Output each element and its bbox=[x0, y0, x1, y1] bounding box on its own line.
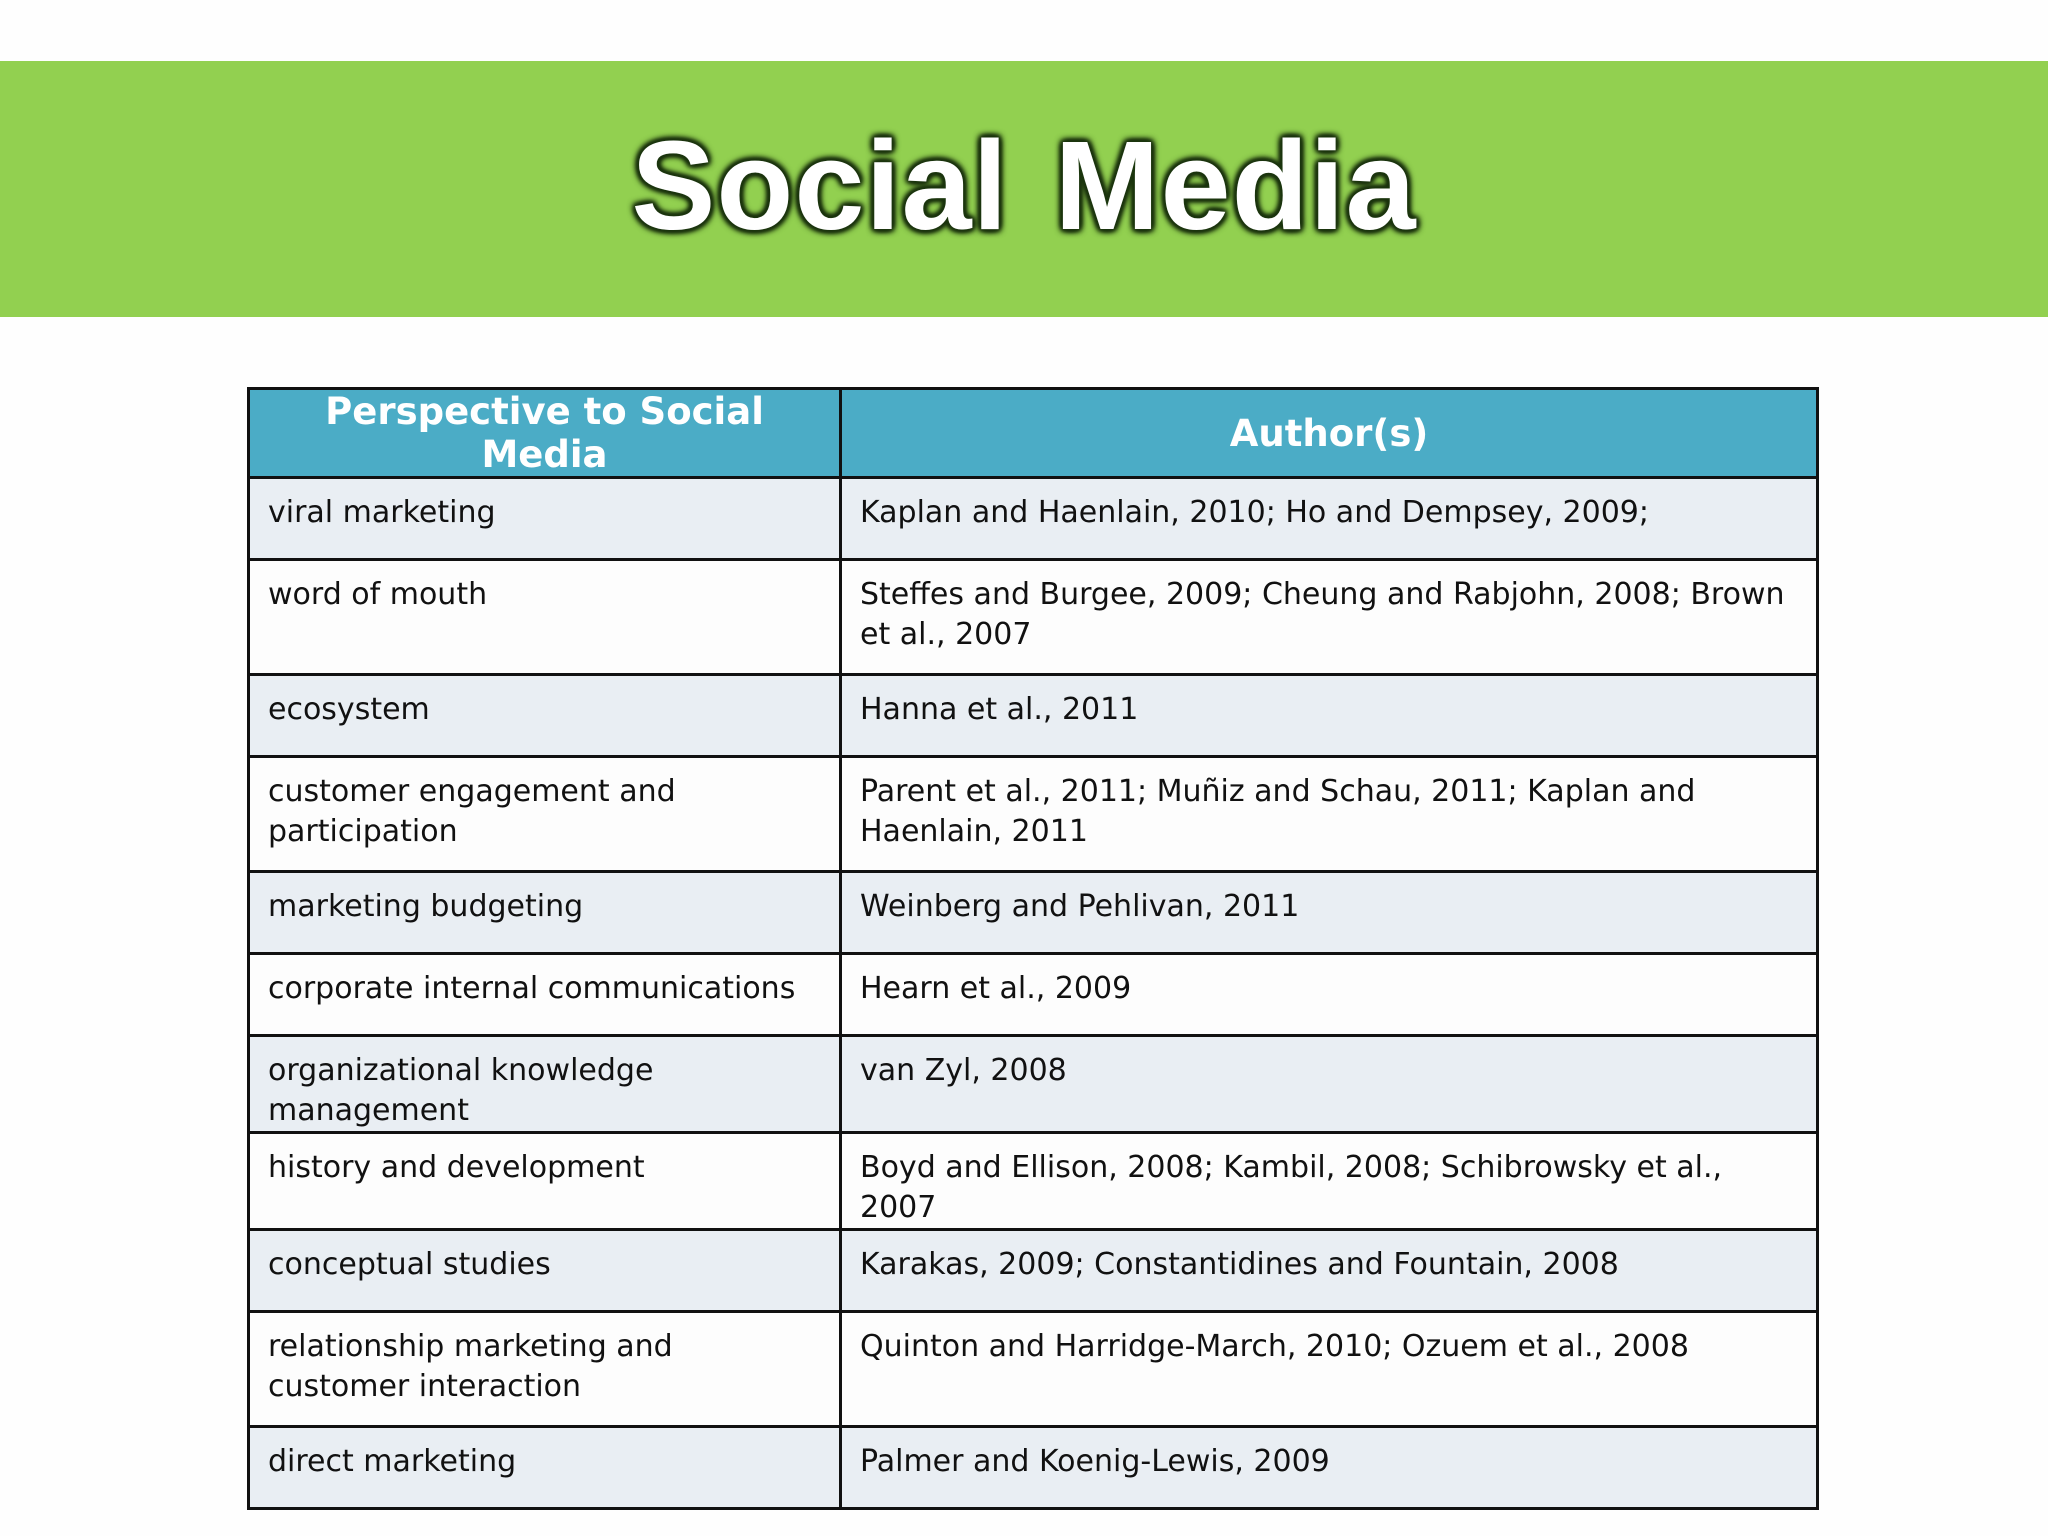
table-row bbox=[249, 1427, 1818, 1509]
authors-cell: Weinberg and Pehlivan, 2011 bbox=[841, 872, 1818, 954]
table-header-row bbox=[249, 389, 1818, 478]
literature-table bbox=[247, 387, 1819, 1510]
authors-cell: Steffes and Burgee, 2009; Cheung and Rabjohn, 2008; Brown et al., 2007 bbox=[841, 560, 1818, 675]
perspective-cell: history and development bbox=[249, 1133, 841, 1230]
perspective-cell: corporate internal communications bbox=[249, 954, 841, 1036]
perspective-cell: marketing budgeting bbox=[249, 872, 841, 954]
authors-cell: Hearn et al., 2009 bbox=[841, 954, 1818, 1036]
table-row bbox=[249, 560, 1818, 675]
table-row bbox=[249, 1230, 1818, 1312]
table-row bbox=[249, 675, 1818, 757]
table-row bbox=[249, 478, 1818, 560]
title-banner bbox=[0, 61, 2048, 317]
perspective-cell: customer engagement and participation bbox=[249, 757, 841, 872]
authors-cell: Karakas, 2009; Constantidines and Fountain, 2008 bbox=[841, 1230, 1818, 1312]
perspective-cell: relationship marketing and customer interaction bbox=[249, 1312, 841, 1427]
table-row bbox=[249, 1312, 1818, 1427]
table-row bbox=[249, 954, 1818, 1036]
table-row bbox=[249, 757, 1818, 872]
table-row bbox=[249, 1036, 1818, 1133]
perspective-cell: direct marketing bbox=[249, 1427, 841, 1509]
authors-cell: Palmer and Koenig-Lewis, 2009 bbox=[841, 1427, 1818, 1509]
slide-title: Social Media bbox=[631, 114, 1417, 256]
perspective-cell: word of mouth bbox=[249, 560, 841, 675]
authors-cell: Boyd and Ellison, 2008; Kambil, 2008; Schibrowsky et al., 2007 bbox=[841, 1133, 1818, 1230]
authors-cell: Parent et al., 2011; Muñiz and Schau, 2011; Kaplan and Haenlain, 2011 bbox=[841, 757, 1818, 872]
header-authors: Author(s) bbox=[841, 389, 1818, 478]
perspective-cell: organizational knowledge management bbox=[249, 1036, 841, 1133]
perspective-cell: ecosystem bbox=[249, 675, 841, 757]
authors-cell: Kaplan and Haenlain, 2010; Ho and Dempsey, 2009; bbox=[841, 478, 1818, 560]
header-perspective: Perspective to Social Media bbox=[249, 389, 841, 478]
table-row bbox=[249, 872, 1818, 954]
table-row bbox=[249, 1133, 1818, 1230]
authors-cell: van Zyl, 2008 bbox=[841, 1036, 1818, 1133]
authors-cell: Hanna et al., 2011 bbox=[841, 675, 1818, 757]
perspective-cell: conceptual studies bbox=[249, 1230, 841, 1312]
authors-cell: Quinton and Harridge-March, 2010; Ozuem et al., 2008 bbox=[841, 1312, 1818, 1427]
perspective-cell: viral marketing bbox=[249, 478, 841, 560]
